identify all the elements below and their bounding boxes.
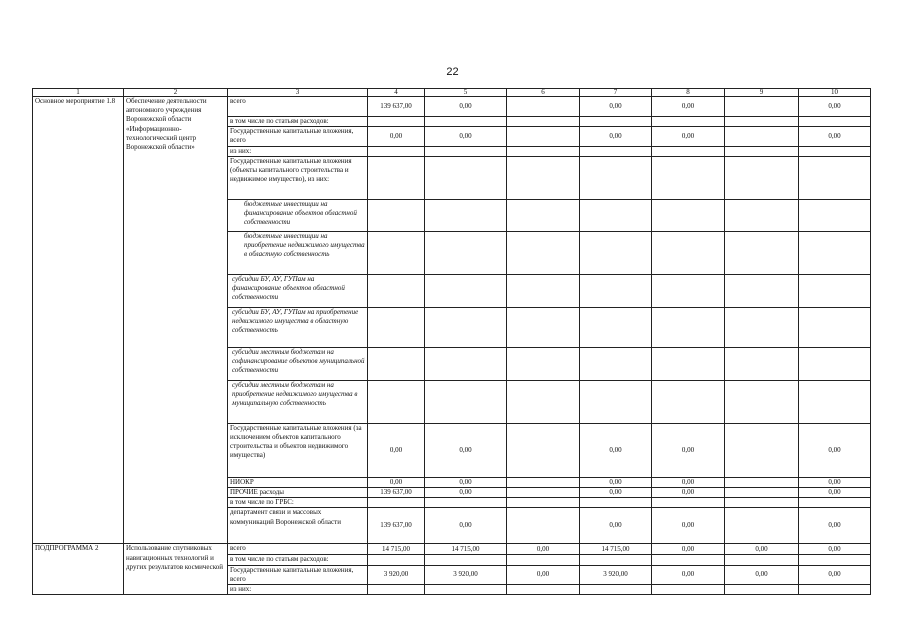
value-cell <box>425 347 507 380</box>
value-cell <box>425 156 507 199</box>
value-cell <box>507 555 580 565</box>
value-cell <box>580 156 652 199</box>
value-cell <box>799 347 871 380</box>
header-cell: 10 <box>799 89 871 97</box>
value-cell: 0,00 <box>425 488 507 498</box>
value-cell <box>507 498 580 508</box>
value-cell: 0,00 <box>368 477 425 487</box>
value-cell <box>725 274 799 307</box>
value-cell <box>799 117 871 127</box>
value-cell <box>652 555 725 565</box>
value-cell <box>507 117 580 127</box>
value-cell: 0,00 <box>652 488 725 498</box>
value-cell <box>425 307 507 347</box>
value-cell <box>425 146 507 156</box>
value-cell: 0,00 <box>799 488 871 498</box>
value-cell <box>368 117 425 127</box>
value-cell: 0,00 <box>799 97 871 117</box>
value-cell <box>799 274 871 307</box>
value-cell <box>725 423 799 477</box>
value-cell <box>799 498 871 508</box>
table-row <box>33 97 871 117</box>
value-cell <box>652 117 725 127</box>
value-cell: 139 637,00 <box>368 488 425 498</box>
header-row <box>33 89 871 97</box>
value-cell <box>580 146 652 156</box>
header-cell: 9 <box>725 89 799 97</box>
value-cell <box>580 347 652 380</box>
header-cell: 8 <box>652 89 725 97</box>
value-cell <box>507 423 580 477</box>
value-cell <box>725 477 799 487</box>
value-cell <box>799 585 871 595</box>
value-cell <box>725 347 799 380</box>
expense-label-cell: Государственные капитальные вложения (за исключением объектов капитального строительства и объектов недвижимого имущества) <box>228 423 368 477</box>
value-cell <box>368 199 425 231</box>
value-cell <box>652 498 725 508</box>
value-cell <box>652 156 725 199</box>
value-cell <box>725 380 799 423</box>
value-cell <box>725 156 799 199</box>
value-cell <box>580 231 652 274</box>
value-cell: 0,00 <box>652 477 725 487</box>
value-cell <box>652 146 725 156</box>
header-cell: 1 <box>33 89 124 97</box>
value-cell <box>580 274 652 307</box>
value-cell <box>368 555 425 565</box>
value-cell <box>425 555 507 565</box>
value-cell: 0,00 <box>580 488 652 498</box>
value-cell: 3 920,00 <box>580 565 652 584</box>
value-cell <box>725 555 799 565</box>
value-cell <box>580 199 652 231</box>
value-cell <box>368 156 425 199</box>
value-cell: 0,00 <box>507 544 580 555</box>
value-cell <box>425 498 507 508</box>
value-cell <box>425 117 507 127</box>
value-cell: 14 715,00 <box>580 544 652 555</box>
value-cell: 0,00 <box>725 544 799 555</box>
value-cell <box>507 199 580 231</box>
expense-label-cell: субсидии местным бюджетам на софинансирование объектов муниципальной собственности <box>228 347 368 380</box>
value-cell <box>507 488 580 498</box>
expense-label-cell: Государственные капитальные вложения (объекты капитального строительства и недвижимое имущество), из них: <box>228 156 368 199</box>
expense-label-cell: в том числе по статьям расходов: <box>228 555 368 565</box>
header-cell: 2 <box>124 89 228 97</box>
value-cell <box>507 97 580 117</box>
value-cell <box>425 585 507 595</box>
value-cell: 14 715,00 <box>368 544 425 555</box>
value-cell <box>507 380 580 423</box>
value-cell <box>725 231 799 274</box>
value-cell <box>368 146 425 156</box>
value-cell <box>580 498 652 508</box>
expense-label-cell: департамент связи и массовых коммуникаций Воронежской области <box>228 508 368 544</box>
value-cell <box>580 307 652 347</box>
header-cell: 5 <box>425 89 507 97</box>
value-cell <box>507 127 580 146</box>
value-cell <box>368 380 425 423</box>
value-cell: 0,00 <box>652 565 725 584</box>
value-cell: 0,00 <box>652 97 725 117</box>
value-cell: 0,00 <box>425 97 507 117</box>
value-cell <box>725 307 799 347</box>
value-cell: 0,00 <box>425 127 507 146</box>
value-cell <box>725 498 799 508</box>
expense-label-cell: субсидии БУ, АУ, ГУПам на приобретение недвижимого имущества в областную собственность <box>228 307 368 347</box>
program-name-cell: Использование спутниковых навигационных технологий и других результатов космической <box>124 544 228 595</box>
value-cell: 0,00 <box>799 565 871 584</box>
value-cell <box>368 498 425 508</box>
value-cell <box>507 146 580 156</box>
expense-label-cell: в том числе по статьям расходов: <box>228 117 368 127</box>
value-cell <box>652 274 725 307</box>
value-cell <box>725 146 799 156</box>
value-cell <box>507 156 580 199</box>
expense-label-cell: Государственные капитальные вложения, всего <box>228 127 368 146</box>
program-code-cell: Основное мероприятие 1.8 <box>33 97 124 544</box>
value-cell <box>368 231 425 274</box>
program-code-cell: ПОДПРОГРАММА 2 <box>33 544 124 595</box>
value-cell: 0,00 <box>368 423 425 477</box>
value-cell <box>507 477 580 487</box>
expense-label-cell: всего <box>228 544 368 555</box>
value-cell <box>580 380 652 423</box>
value-cell: 0,00 <box>580 127 652 146</box>
value-cell: 0,00 <box>799 477 871 487</box>
expense-label-cell: НИОКР <box>228 477 368 487</box>
value-cell <box>652 380 725 423</box>
value-cell: 0,00 <box>507 565 580 584</box>
value-cell: 0,00 <box>799 127 871 146</box>
value-cell: 139 637,00 <box>368 97 425 117</box>
value-cell <box>368 347 425 380</box>
value-cell: 0,00 <box>580 508 652 544</box>
value-cell <box>725 127 799 146</box>
header-cell: 4 <box>368 89 425 97</box>
value-cell: 3 920,00 <box>368 565 425 584</box>
value-cell <box>425 380 507 423</box>
value-cell: 0,00 <box>580 97 652 117</box>
value-cell <box>652 199 725 231</box>
value-cell: 0,00 <box>799 508 871 544</box>
value-cell: 0,00 <box>425 508 507 544</box>
value-cell <box>799 156 871 199</box>
value-cell: 0,00 <box>652 127 725 146</box>
expense-label-cell: бюджетные инвестиции на приобретение недвижимого имущества в областную собственность <box>228 231 368 274</box>
value-cell: 0,00 <box>799 544 871 555</box>
value-cell <box>580 555 652 565</box>
expense-label-cell: всего <box>228 97 368 117</box>
value-cell <box>725 199 799 231</box>
value-cell <box>507 274 580 307</box>
value-cell <box>425 274 507 307</box>
page-number: 22 <box>446 66 459 78</box>
value-cell <box>425 231 507 274</box>
value-cell <box>725 117 799 127</box>
value-cell: 0,00 <box>580 477 652 487</box>
value-cell: 0,00 <box>652 423 725 477</box>
value-cell: 14 715,00 <box>425 544 507 555</box>
value-cell <box>507 508 580 544</box>
value-cell: 0,00 <box>368 127 425 146</box>
value-cell <box>652 307 725 347</box>
value-cell <box>652 347 725 380</box>
expense-label-cell: из них: <box>228 585 368 595</box>
expense-label-cell: в том числе по ГРБС: <box>228 498 368 508</box>
value-cell <box>799 380 871 423</box>
expense-label-cell: субсидии местным бюджетам на приобретение недвижимого имущества в муниципальную собственность <box>228 380 368 423</box>
program-name-cell: Обеспечение деятельности автономного учреждения Воронежской области «Информационно-технологический центр Воронежской области» <box>124 97 228 544</box>
expense-label-cell: ПРОЧИЕ расходы <box>228 488 368 498</box>
value-cell <box>799 231 871 274</box>
value-cell: 0,00 <box>580 423 652 477</box>
header-cell: 3 <box>228 89 368 97</box>
value-cell <box>652 231 725 274</box>
value-cell: 0,00 <box>652 508 725 544</box>
value-cell <box>725 585 799 595</box>
value-cell: 0,00 <box>652 544 725 555</box>
expense-label-cell: из них: <box>228 146 368 156</box>
value-cell <box>507 231 580 274</box>
value-cell: 3 920,00 <box>425 565 507 584</box>
value-cell: 0,00 <box>425 477 507 487</box>
value-cell <box>799 199 871 231</box>
budget-table <box>32 88 871 595</box>
header-cell: 6 <box>507 89 580 97</box>
value-cell <box>580 117 652 127</box>
value-cell <box>652 585 725 595</box>
value-cell <box>725 488 799 498</box>
expense-label-cell: субсидии БУ, АУ, ГУПам на финансирование объектов областной собственности <box>228 274 368 307</box>
value-cell: 0,00 <box>425 423 507 477</box>
value-cell <box>507 585 580 595</box>
value-cell <box>368 585 425 595</box>
value-cell <box>799 146 871 156</box>
value-cell <box>725 97 799 117</box>
value-cell <box>368 307 425 347</box>
value-cell <box>799 555 871 565</box>
value-cell <box>368 274 425 307</box>
value-cell: 139 637,00 <box>368 508 425 544</box>
table-row <box>33 544 871 555</box>
expense-label-cell: бюджетные инвестиции на финансирование объектов областной собственности <box>228 199 368 231</box>
value-cell: 0,00 <box>725 565 799 584</box>
value-cell: 0,00 <box>799 423 871 477</box>
value-cell <box>507 307 580 347</box>
value-cell <box>799 307 871 347</box>
value-cell <box>725 508 799 544</box>
value-cell <box>425 199 507 231</box>
value-cell <box>507 347 580 380</box>
header-cell: 7 <box>580 89 652 97</box>
value-cell <box>580 585 652 595</box>
expense-label-cell: Государственные капитальные вложения, всего <box>228 565 368 584</box>
